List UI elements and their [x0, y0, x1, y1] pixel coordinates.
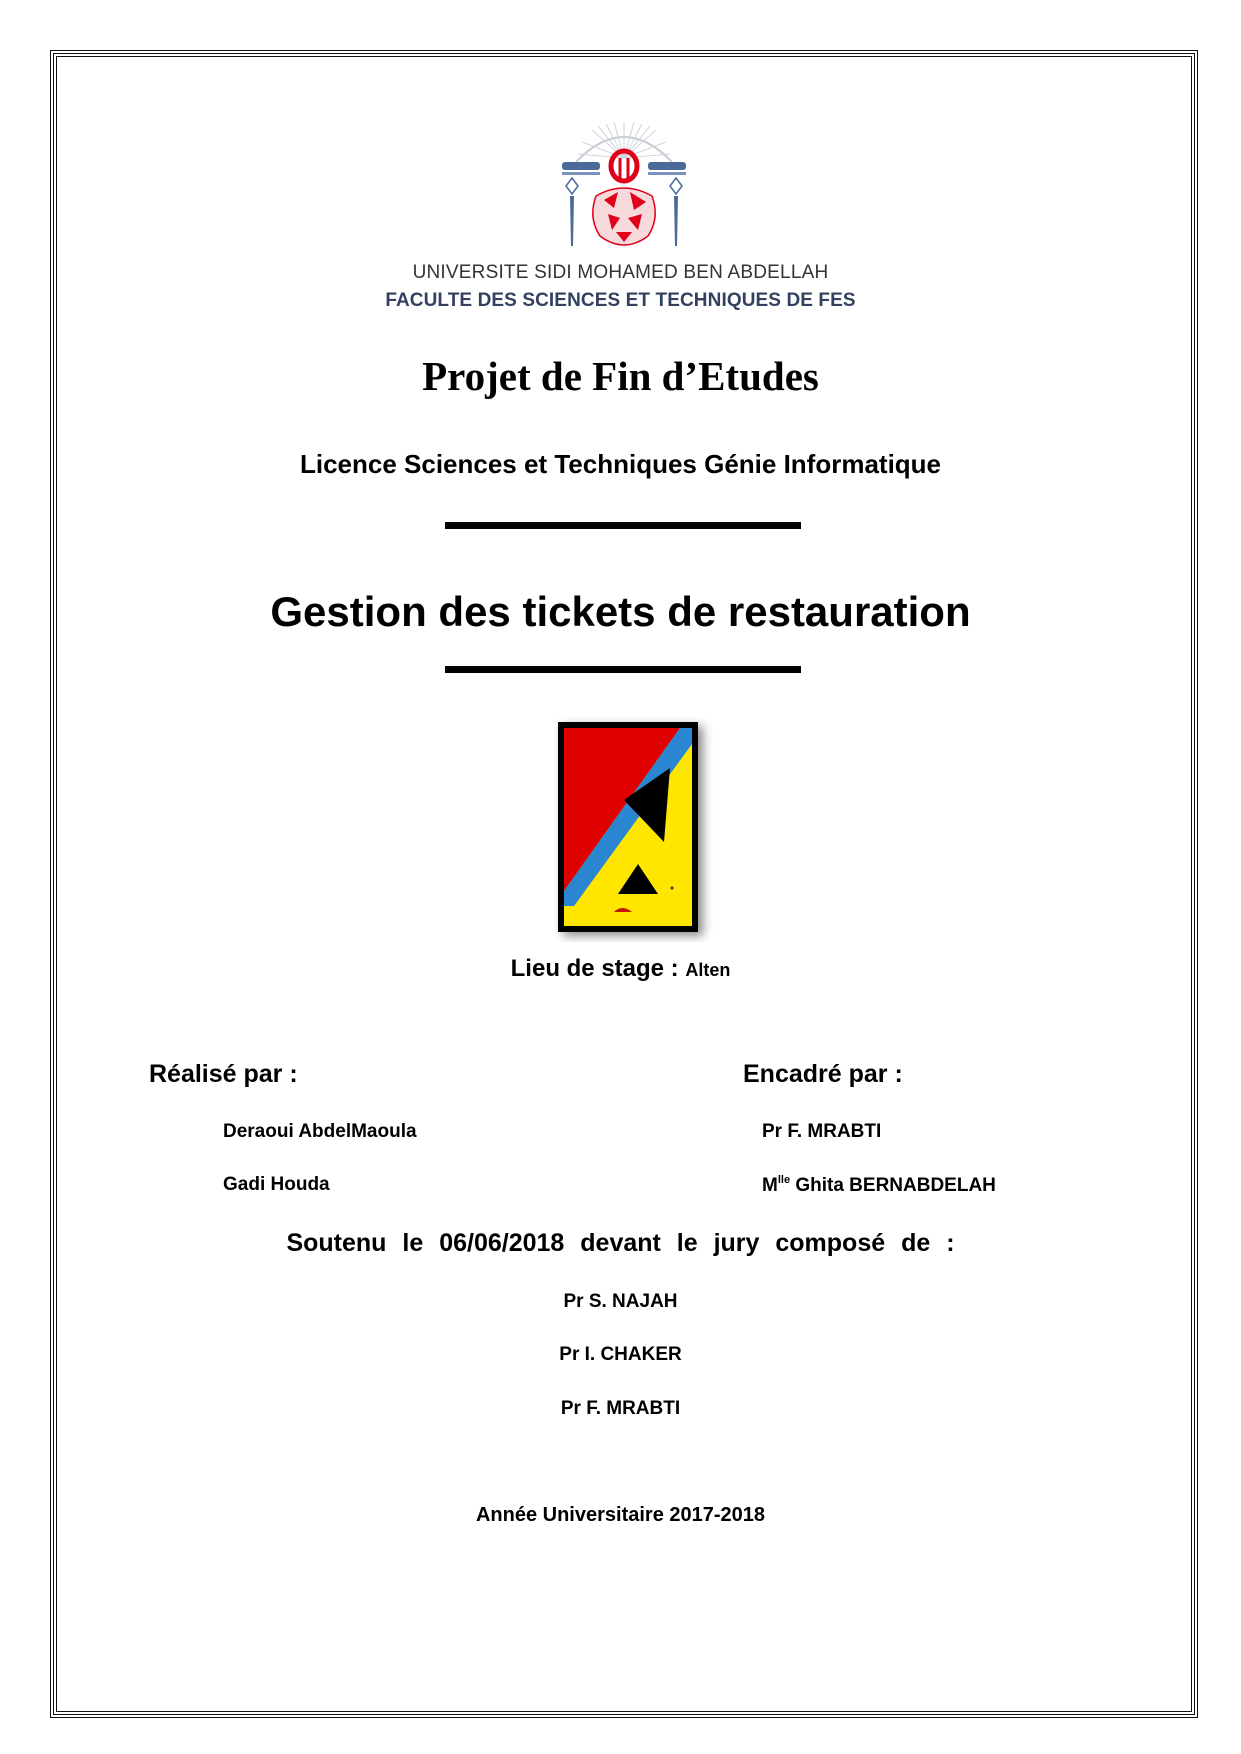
university-logo-icon	[556, 118, 692, 258]
jury-member: Pr F. MRABTI	[560, 1398, 681, 1419]
supervisor-name: $M^{lle}$ Ghita BERNABDELAH	[762, 1174, 996, 1196]
defense-statement: Soutenu le 06/06/2018 devant le jury composé de :	[286, 1229, 955, 1257]
university-name: UNIVERSITE SIDI MOHAMED BEN ABDELLAH	[412, 262, 829, 283]
internship-label: Lieu de stage :	[510, 955, 686, 982]
divider-top	[445, 522, 801, 529]
faculty-name: FACULTE DES SCIENCES ET TECHNIQUES DE FES	[385, 290, 856, 311]
academic-year: Année Universitaire 2017-2018	[475, 1504, 766, 1526]
jury-member: Pr I. CHAKER	[559, 1344, 682, 1365]
program-name: Licence Sciences et Techniques Génie Informatique	[299, 449, 942, 479]
supervisor-name: Pr F. MRABTI	[762, 1121, 882, 1142]
author-name: Gadi Houda	[223, 1174, 330, 1195]
supervisors-heading: Encadré par :	[743, 1060, 903, 1088]
authors-heading: Réalisé par :	[149, 1060, 298, 1088]
project-title: Gestion des tickets de restauration	[270, 588, 971, 635]
internship-location	[0, 955, 1241, 983]
author-name: Deraoui AbdelMaoula	[223, 1121, 417, 1142]
jury-member: Pr S. NAJAH	[563, 1291, 678, 1312]
divider-bottom	[445, 666, 801, 673]
document-type-title: Projet de Fin d’Etudes	[422, 353, 819, 399]
company-logo-icon	[552, 716, 718, 942]
internship-company: Alten	[685, 960, 731, 980]
